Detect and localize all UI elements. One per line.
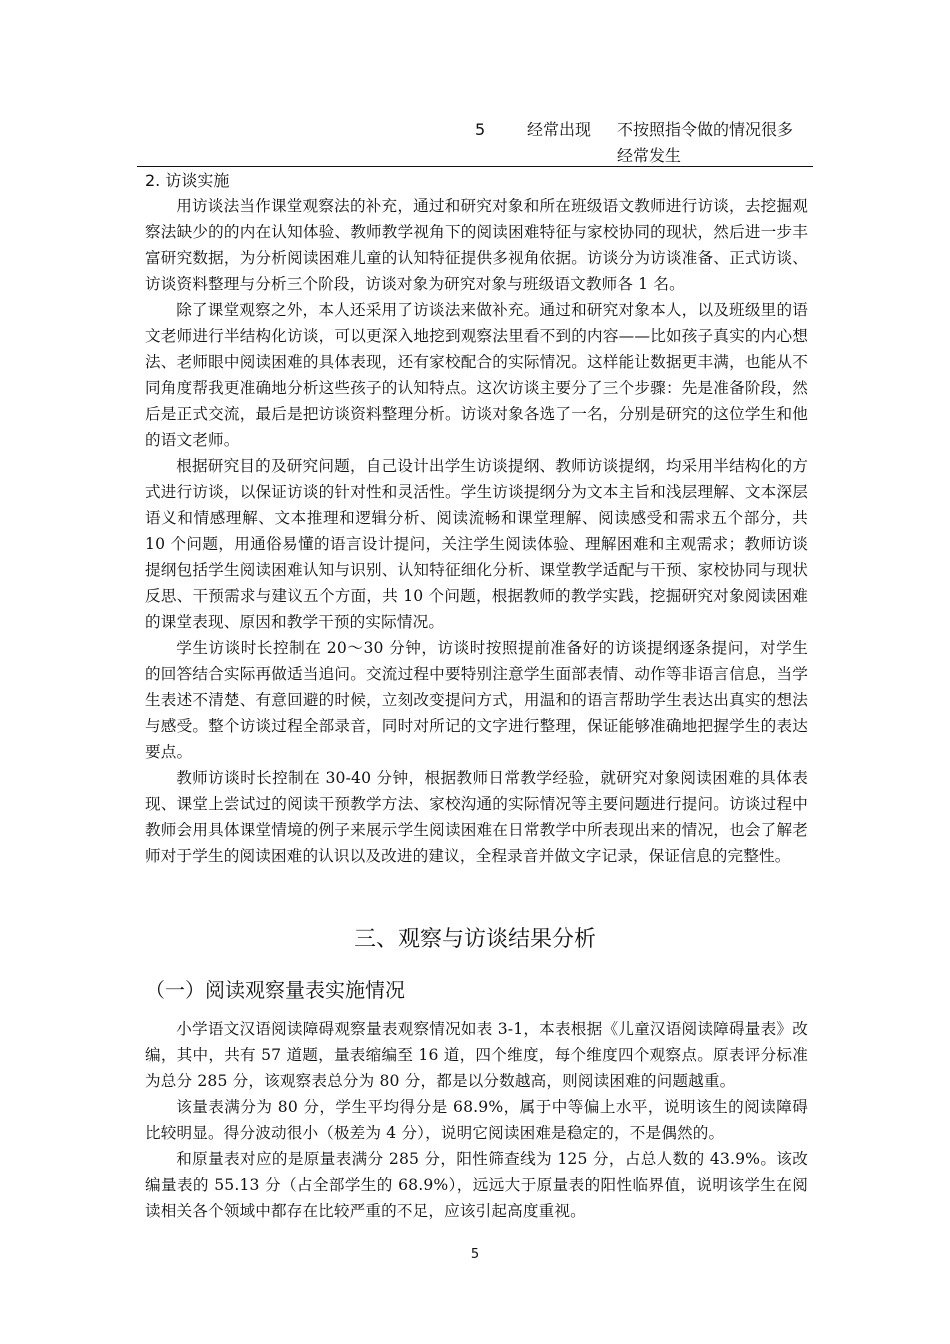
paragraph: 除了课堂观察之外，本人还采用了访谈法来做补充。通过和研究对象本人，以及班级里的语文老师进行半结构化访谈，可以更深入地挖到观察法里看不到的内容——比如孩子真实的内心想法、老师眼中阅读困难的具体表现，还有家校配合的实际情况。这样能让数据更丰满，也能从不同角度帮我更准确地分析这些孩子的认知特点。这次访谈主要分了三个步骤：先是准备阶段，然后是正式交流，最后是把访谈资料整理分析。访谈对象各选了一名，分别是研究的这位学生和他的语文老师。 [145,301,808,449]
table-last-row [137,113,813,167]
paragraph: 教师访谈时长控制在 30-40 分钟，根据教师日常教学经验，就研究对象阅读困难的具体表现、课堂上尝试过的阅读干预教学方法、家校沟通的实际情况等主要问题进行提问。访谈过程中教师会用具体课堂情境的例子来展示学生阅读困难在日常教学中所表现出来的情况，也会了解老师对于学生的阅读困难的认识以及改进的建议，全程录音并做文字记录，保证信息的完整性。 [145,769,808,865]
paragraph: 和原量表对应的是原量表满分 285 分，阳性筛查线为 125 分，占总人数的 43.9%。该改编量表的 55.13 分（占全部学生的 68.9%），远远大于原量表的阳性临界值，说明该学生在阅读相关各个领域中都存在比较严重的不足，应该引起高度重视。 [145,1150,808,1220]
paragraph: 该量表满分为 80 分，学生平均得分是 68.9%，属于中等偏上水平，说明该生的阅读障碍比较明显。得分波动很小（极差为 4 分），说明它阅读困难是稳定的，不是偶然的。 [145,1098,808,1142]
table-cell-frequency: 经常出现 [527,120,592,139]
paragraph: 用访谈法当作课堂观察法的补充，通过和研究对象和所在班级语文教师进行访谈，去挖掘观察法缺少的的内在认知体验、教师教学视角下的阅读困难特征与家校协同的现状，然后进一步丰富研究数据，为分析阅读困难儿童的认知特征提供多视角依据。访谈分为访谈准备、正式访谈、访谈资料整理与分析三个阶段，访谈对象为研究对象与班级语文教师各 1 名。 [145,197,808,293]
page-number: 5 [470,1247,480,1262]
section-title: （一）阅读观察量表实施情况 [145,978,405,1002]
paragraph: 学生访谈时长控制在 20～30 分钟，访谈时按照提前准备好的访谈提纲逐条提问，对学生的回答结合实际再做适当追问。交流过程中要特别注意学生面部表情、动作等非语言信息，当学生表述不清楚、有意回避的时候，立刻改变提问方式，用温和的语言帮助学生表达出真实的想法与感受。整个访谈过程全部录音，同时对所记的文字进行整理，保证能够准确地把握学生的表达要点。 [145,639,808,761]
paragraph: 根据研究目的及研究问题，自己设计出学生访谈提纲、教师访谈提纲，均采用半结构化的方式进行访谈，以保证访谈的针对性和灵活性。学生访谈提纲分为文本主旨和浅层理解、文本深层语义和情感理解、文本推理和逻辑分析、阅读流畅和课堂理解、阅读感受和需求五个部分，共 10 个问题，用通俗易懂的语言设计提问，关注学生阅读体验、理解困难和主观需求；教师访谈提纲包括学生阅读困难认知与识别、认知特征细化分析、课堂教学适配与干预、家校协同与现状反思、干预需求与建议五个方面，共 10 个问题，根据教师的教学实践，挖掘研究对象阅读困难的课堂表现、原因和教学干预的实际情况。 [145,457,808,631]
paragraph: 小学语文汉语阅读障碍观察量表观察情况如表 3-1，本表根据《儿童汉语阅读障碍量表》改编，其中，共有 57 道题，量表缩编至 16 道，四个维度，每个维度四个观察点。原表评分标准为总分 285 分，该观察表总分为 80 分，都是以分数越高，则阅读困难的问题越重。 [145,1020,808,1090]
subsection-heading: 2. 访谈实施 [145,171,230,190]
table-cell-description: 不按照指令做的情况很多经常发生 [617,120,794,165]
table-cell-score: 5 [475,120,486,139]
scale-results-section [145,1016,808,1224]
chapter-title: 三、观察与访谈结果分析 [353,927,596,952]
table-bottom-rule [137,166,813,167]
interview-section [145,169,808,869]
